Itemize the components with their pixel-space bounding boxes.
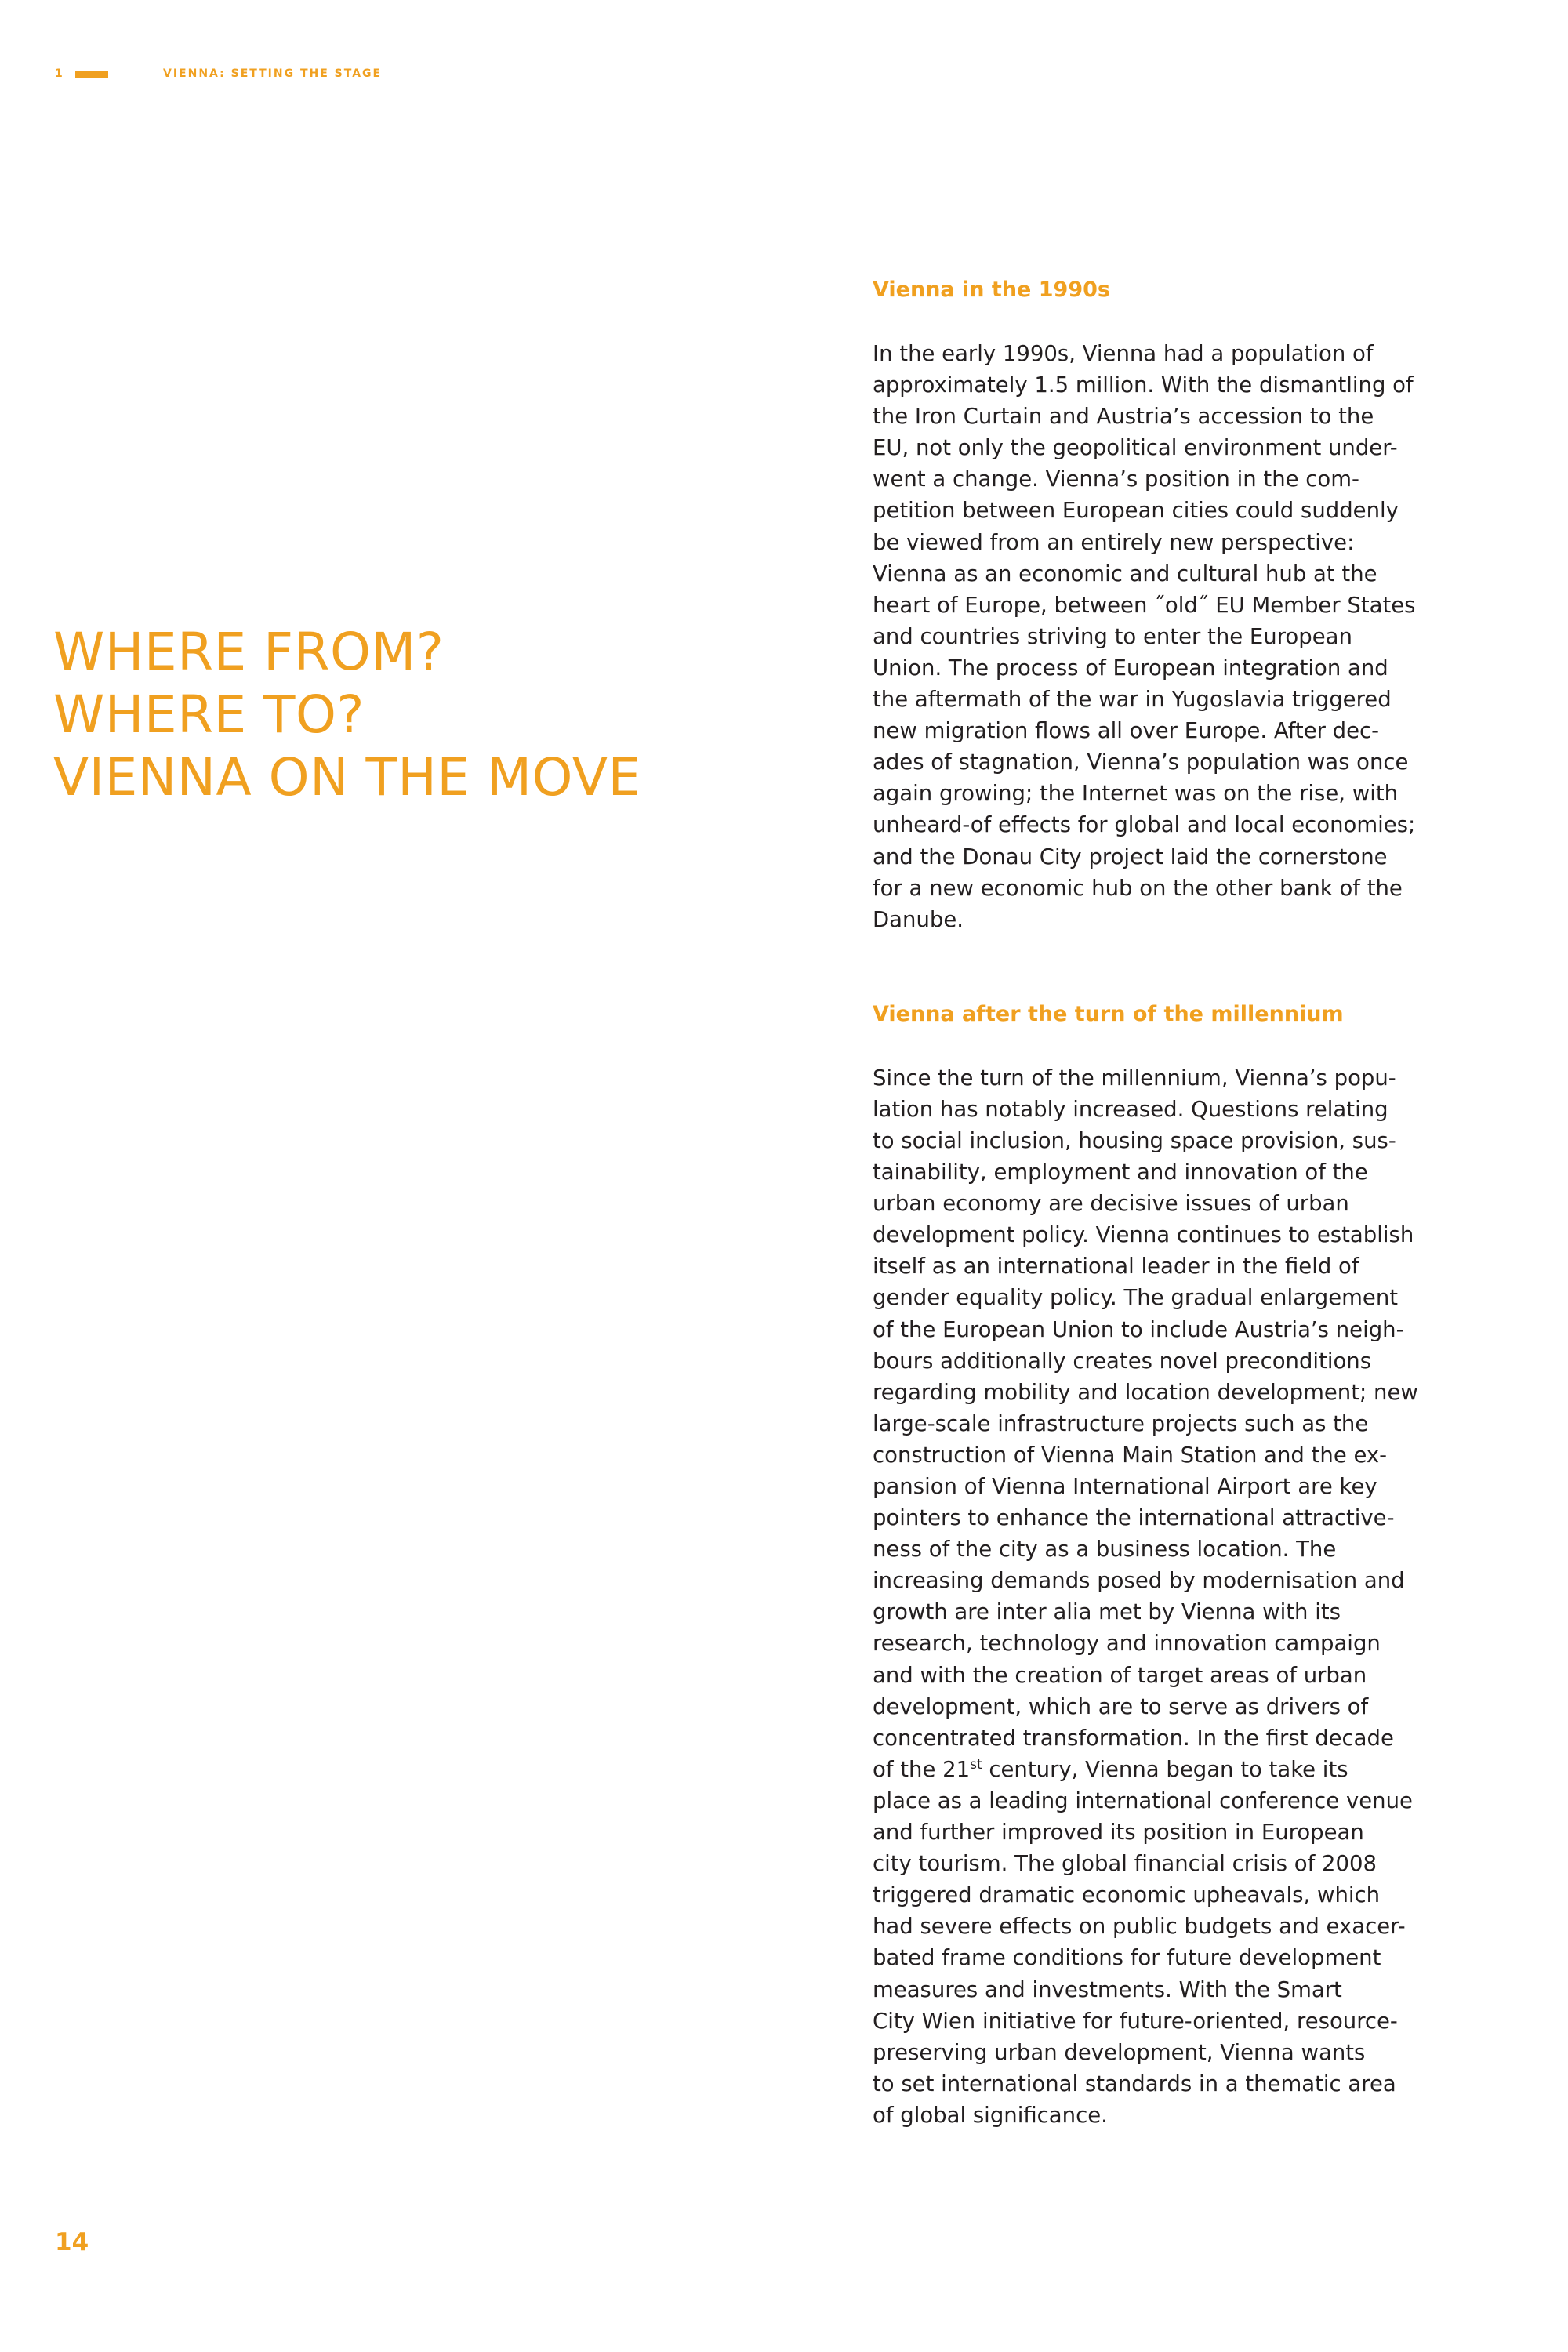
text-column [873, 274, 1437, 2131]
body-text-line: ades of stagnation, Vienna’s population was once [873, 750, 1409, 775]
main-title-line: VIENNA ON THE MOVE [53, 747, 641, 808]
body-text-line: and with the creation of target areas of urban [873, 1662, 1367, 1688]
body-text-line: City Wien initiative for future-oriented, resource- [873, 2008, 1398, 2034]
body-text-line: petition between European cities could suddenly [873, 498, 1399, 524]
ordinal-superscript: st [970, 1756, 982, 1773]
body-text-line [873, 1754, 1437, 1785]
body-text-line: for a new economic hub on the other bank of the [873, 875, 1403, 901]
body-text-line: pansion of Vienna International Airport are key [873, 1474, 1377, 1499]
body-text-line: Since the turn of the millennium, Vienna’s popu- [873, 1065, 1396, 1091]
section-heading-millennium: Vienna after the turn of the millennium [873, 1001, 1344, 1026]
body-text-line: went a change. Vienna’s position in the com- [873, 466, 1359, 492]
chapter-bar-marker [75, 71, 108, 78]
body-text-line: In the early 1990s, Vienna had a population of [873, 341, 1374, 366]
body-text-line: of the European Union to include Austria’s neigh- [873, 1316, 1404, 1342]
section-heading-1990s: Vienna in the 1990s [873, 278, 1110, 302]
body-text-line: Union. The process of European integration and [873, 655, 1388, 681]
body-text-line: heart of Europe, between ˝old˝ EU Member States [873, 592, 1416, 618]
body-text-line: measures and investments. With the Smart [873, 1976, 1342, 2002]
body-text-line: lation has notably increased. Questions relating [873, 1096, 1388, 1122]
body-text-line: the Iron Curtain and Austria’s accession to the [873, 404, 1374, 430]
running-head [55, 66, 382, 82]
page-number: 14 [55, 2228, 89, 2256]
body-text-line: to social inclusion, housing space provision, sus- [873, 1127, 1396, 1153]
body-text-fragment: of the 21 [873, 1756, 971, 1782]
body-text-line: bated frame conditions for future development [873, 1945, 1381, 1971]
body-text-line: ness of the city as a business location. The [873, 1537, 1337, 1563]
body-text-line: EU, not only the geopolitical environment under- [873, 435, 1398, 461]
body-text-line: be viewed from an entirely new perspective: [873, 529, 1355, 555]
body-text-line: regarding mobility and location development; new [873, 1379, 1418, 1405]
body-text-line: development, which are to serve as drivers of [873, 1693, 1369, 1719]
body-text-fragment: century, Vienna began to take its [982, 1756, 1348, 1782]
body-text-line: preserving urban development, Vienna wants [873, 2039, 1366, 2065]
body-text-line: triggered dramatic economic upheavals, which [873, 1882, 1381, 1908]
body-text-line: approximately 1.5 million. With the dismantling of [873, 372, 1414, 398]
body-text-line: the aftermath of the war in Yugoslavia triggered [873, 687, 1392, 713]
section-body-millennium [873, 1062, 1437, 2131]
body-text-line: Vienna as an economic and cultural hub at the [873, 561, 1377, 586]
body-text-line: had severe effects on public budgets and exacer- [873, 1914, 1406, 1940]
body-text-line: large-scale infrastructure projects such as the [873, 1410, 1369, 1436]
body-text-line: tainability, employment and innovation of the [873, 1160, 1368, 1185]
body-text-line: increasing demands posed by modernisation and [873, 1568, 1405, 1594]
body-text-line: construction of Vienna Main Station and the ex- [873, 1442, 1388, 1468]
chapter-number: 1 [55, 67, 64, 80]
body-text-line: place as a leading international conference venue [873, 1788, 1413, 1813]
body-text-line: itself as an international leader in the field of [873, 1254, 1359, 1279]
body-text-line: pointers to enhance the international attractive- [873, 1505, 1395, 1531]
body-text-line: city tourism. The global financial crisis of 2008 [873, 1851, 1377, 1877]
body-text-line: growth are inter alia met by Vienna with its [873, 1599, 1341, 1625]
chapter-title: VIENNA: SETTING THE STAGE [163, 67, 383, 80]
section-body-1990s [873, 338, 1437, 935]
body-text-line: research, technology and innovation campaign [873, 1631, 1381, 1657]
main-title [53, 621, 641, 809]
body-text-line: and further improved its position in European [873, 1820, 1364, 1846]
body-text-line: again growing; the Internet was on the rise, with [873, 781, 1399, 807]
body-text-line: concentrated transformation. In the first decade [873, 1725, 1394, 1751]
body-text-line: unheard-of effects for global and local economies; [873, 812, 1416, 838]
body-text-line: and the Donau City project laid the cornerstone [873, 844, 1388, 869]
body-text-line: new migration flows all over Europe. After dec- [873, 718, 1380, 744]
body-text-line: Danube. [873, 906, 964, 932]
main-title-line: WHERE TO? [53, 684, 365, 745]
body-text-line: of global significance. [873, 2102, 1108, 2128]
body-text-line: urban economy are decisive issues of urban [873, 1191, 1349, 1217]
body-text-line: gender equality policy. The gradual enlargement [873, 1285, 1399, 1311]
main-title-line: WHERE FROM? [53, 622, 445, 682]
body-text-line: development policy. Vienna continues to establish [873, 1222, 1414, 1248]
body-text-line: bours additionally creates novel preconditions [873, 1348, 1372, 1374]
body-text-line: to set international standards in a thematic area [873, 2071, 1396, 2096]
body-text-line: and countries striving to enter the European [873, 623, 1352, 649]
